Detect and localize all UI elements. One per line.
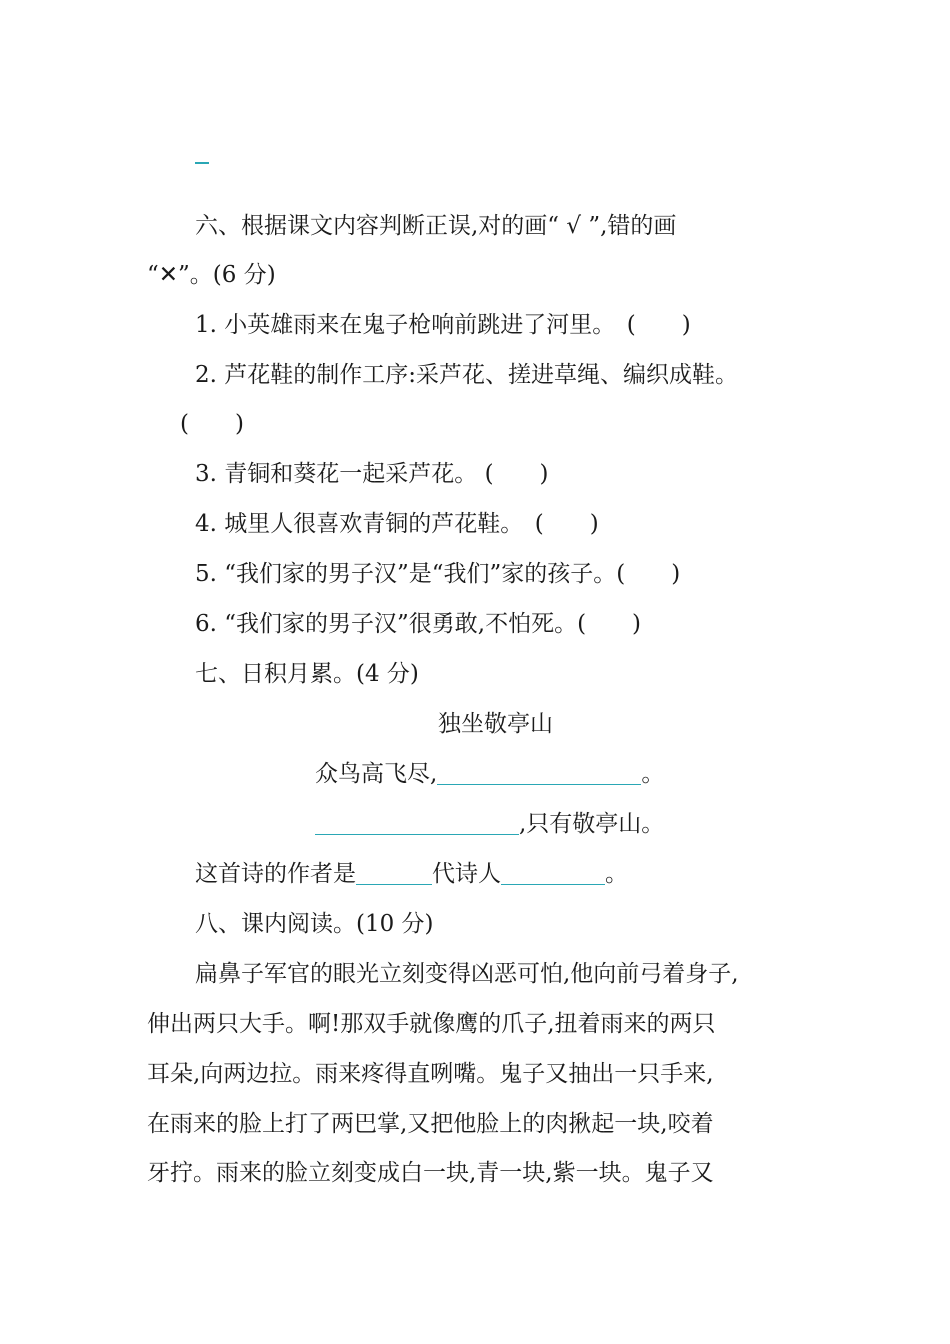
judge-item-4: 4. 城里人很喜欢青铜的芦花鞋。 ( )	[195, 511, 599, 537]
section6-title-line2: “✕”。(6 分)	[147, 262, 276, 288]
passage-line-5: 牙拧。雨来的脸立刻变成白一块,青一块,紫一块。鬼子又	[147, 1160, 714, 1186]
top-dash-mark	[195, 162, 209, 164]
judge-item-2: 2. 芦花鞋的制作工序:采芦花、搓进草绳、编织成鞋。	[195, 362, 739, 388]
poem-blank-1[interactable]	[437, 760, 641, 785]
judge-item-2-bracket: ( )	[180, 411, 244, 437]
passage-line-3: 耳朵,向两边拉。雨来疼得直咧嘴。鬼子又抽出一只手来,	[147, 1061, 714, 1087]
poem-line-1-text: 众鸟高飞尽,	[315, 761, 438, 787]
author-question	[195, 859, 628, 889]
poem-line-2-text: ,只有敬亭山。	[519, 811, 665, 837]
judge-item-6: 6. “我们家的男子汉”很勇敢,不怕死。( )	[195, 611, 642, 637]
judge-item-3: 3. 青铜和葵花一起采芦花。 ( )	[195, 461, 549, 487]
poem-line-2	[315, 809, 664, 839]
section6-title-line1: 六、根据课文内容判断正误,对的画“ √ ”,错的画	[195, 213, 677, 239]
passage-line-4: 在雨来的脸上打了两巴掌,又把他脸上的肉揪起一块,咬着	[147, 1111, 714, 1137]
poem-title: 独坐敬亭山	[438, 711, 553, 737]
poet-blank[interactable]	[501, 860, 605, 885]
passage-line-1: 扁鼻子军官的眼光立刻变得凶恶可怕,他向前弓着身子,	[195, 961, 739, 987]
poem-line-1	[315, 759, 664, 789]
poem-line-1-end: 。	[641, 761, 665, 787]
author-question-b: 代诗人	[432, 861, 501, 887]
author-question-a: 这首诗的作者是	[195, 861, 356, 887]
section8-title: 八、课内阅读。(10 分)	[195, 911, 434, 937]
dynasty-blank[interactable]	[356, 860, 432, 885]
author-question-end: 。	[605, 861, 628, 887]
section7-title: 七、日积月累。(4 分)	[195, 661, 419, 687]
judge-item-1: 1. 小英雄雨来在鬼子枪响前跳进了河里。 ( )	[195, 312, 691, 338]
judge-item-5: 5. “我们家的男子汉”是“我们”家的孩子。( )	[195, 561, 681, 587]
poem-blank-2[interactable]	[315, 810, 519, 835]
passage-line-2: 伸出两只大手。啊!那双手就像鹰的爪子,扭着雨来的两只	[147, 1011, 716, 1037]
